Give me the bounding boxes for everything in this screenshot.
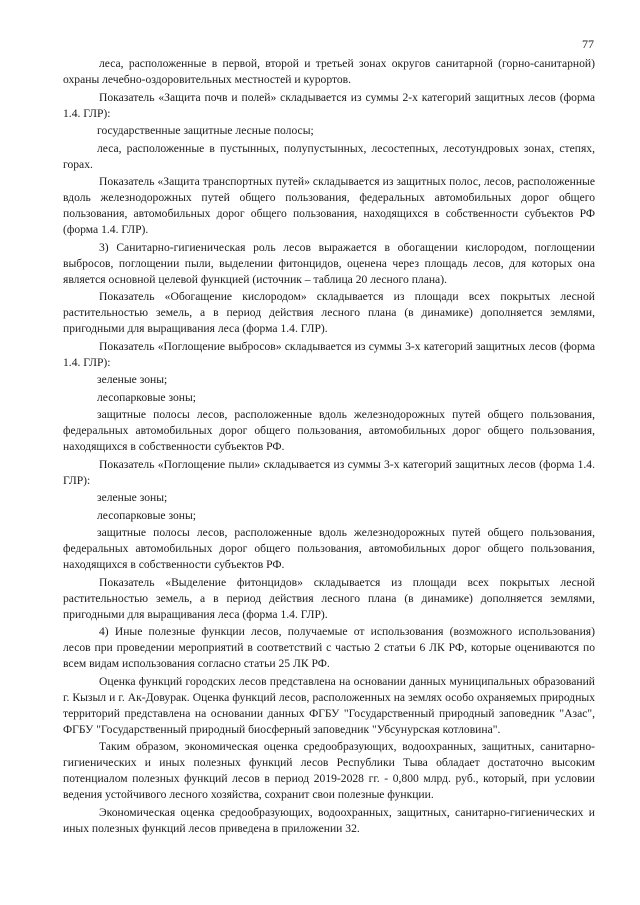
document-body xyxy=(63,56,595,838)
paragraph: Экономическая оценка средообразующих, водоохранных, защитных, санитарно-гигиенических и иных полезных функций лесов приведена в приложении 32. xyxy=(63,805,595,835)
paragraph: Показатель «Выделение фитонцидов» складывается из площади всех покрытых лесной растительностью земель, а в период действия лесного плана (в динамике) дополняется землями, пригодными для выращивания леса (форма 1.4. ГЛР). xyxy=(63,575,595,621)
paragraph: Таким образом, экономическая оценка средообразующих, водоохранных, защитных, санитарно-гигиенических и иных полезных функций лесов Республики Тыва обладает достаточно высоким потенциалом полезных функций лесов в период 2019-2028 гг. - 0,800 млрд. руб., который, при условии ведения устойчивого лесного хозяйства, сохранит свои полезные функции. xyxy=(63,740,595,801)
paragraph: 4) Иные полезные функции лесов, получаемые от использования (возможного использования) лесов при проведении мероприятий в соответствий с частью 2 статьи 6 ЛК РФ, которые оцениваются по всем видам использования согласно статьи 25 ЛК РФ. xyxy=(63,625,595,670)
paragraph: государственные защитные лесные полосы; xyxy=(97,124,314,137)
paragraph: леса, расположенные в первой, второй и третьей зонах округов санитарной (горно-санитарной) охраны лечебно-оздоровительных местностей и курортов. xyxy=(63,57,595,86)
paragraph: Показатель «Защита транспортных путей» складывается из защитных полос, лесов, расположенные вдоль железнодорожных путей общего пользования, федеральных автомобильных дорог общего пользования, автомобильных дорог общего пользования, находящихся в собственности субъектов РФ (форма 1.4. ГЛР). xyxy=(63,175,595,236)
paragraph: лесопарковые зоны; xyxy=(97,390,196,404)
paragraph: защитные полосы лесов, расположенные вдоль железнодорожных путей общего пользования, федеральных автомобильных дорог общего пользования, автомобильных дорог общего пользования, находящихся в собственности субъектов РФ. xyxy=(63,526,595,571)
paragraph: Оценка функций городских лесов представлена на основании данных муниципальных образований г. Кызыл и г. Ак-Довурак. Оценка функций лесов, расположенных на землях особо охраняемых природных территорий представлена на основании данных ФГБУ "Государственный природный заповедник "Азас", ФГБУ "Государственный природный биосферный заповедник "Убсунурская котловина". xyxy=(63,674,595,736)
paragraph: зеленые зоны; xyxy=(97,491,168,504)
paragraph: защитные полосы лесов, расположенные вдоль железнодорожных путей общего пользования, федеральных автомобильных дорог общего пользования, автомобильных дорог общего пользования, находящихся в собственности субъектов РФ. xyxy=(63,408,595,453)
paragraph: Показатель «Поглощение пыли» складывается из суммы 3-х категорий защитных лесов (форма 1.4. ГЛР): xyxy=(63,457,595,487)
paragraph: 3) Санитарно-гигиеническая роль лесов выражается в обогащении кислородом, поглощении выбросов, поглощении пыли, выделении фитонцидов, оценена через площадь лесов, для которых она является основной целевой функцией (источник – таблица 20 лесного плана). xyxy=(63,240,595,286)
paragraph: леса, расположенные в пустынных, полупустынных, лесостепных, лесотундровых зонах, степях, горах. xyxy=(63,141,595,171)
paragraph: Показатель «Обогащение кислородом» складывается из площади всех покрытых лесной растительностью земель, а в период действия лесного плана (в динамике) дополняется землями, пригодными для выращивания леса (форма 1.4. ГЛР). xyxy=(63,290,595,335)
paragraph: лесопарковые зоны; xyxy=(97,508,196,522)
paragraph: Показатель «Поглощение выбросов» складывается из суммы 3-х категорий защитных лесов (форма 1.4. ГЛР): xyxy=(63,339,595,369)
paragraph: Показатель «Защита почв и полей» складывается из суммы 2-х категорий защитных лесов (форма 1.4. ГЛР): xyxy=(63,90,595,120)
page-number: 77 xyxy=(582,37,594,51)
paragraph: зеленые зоны; xyxy=(97,373,168,386)
